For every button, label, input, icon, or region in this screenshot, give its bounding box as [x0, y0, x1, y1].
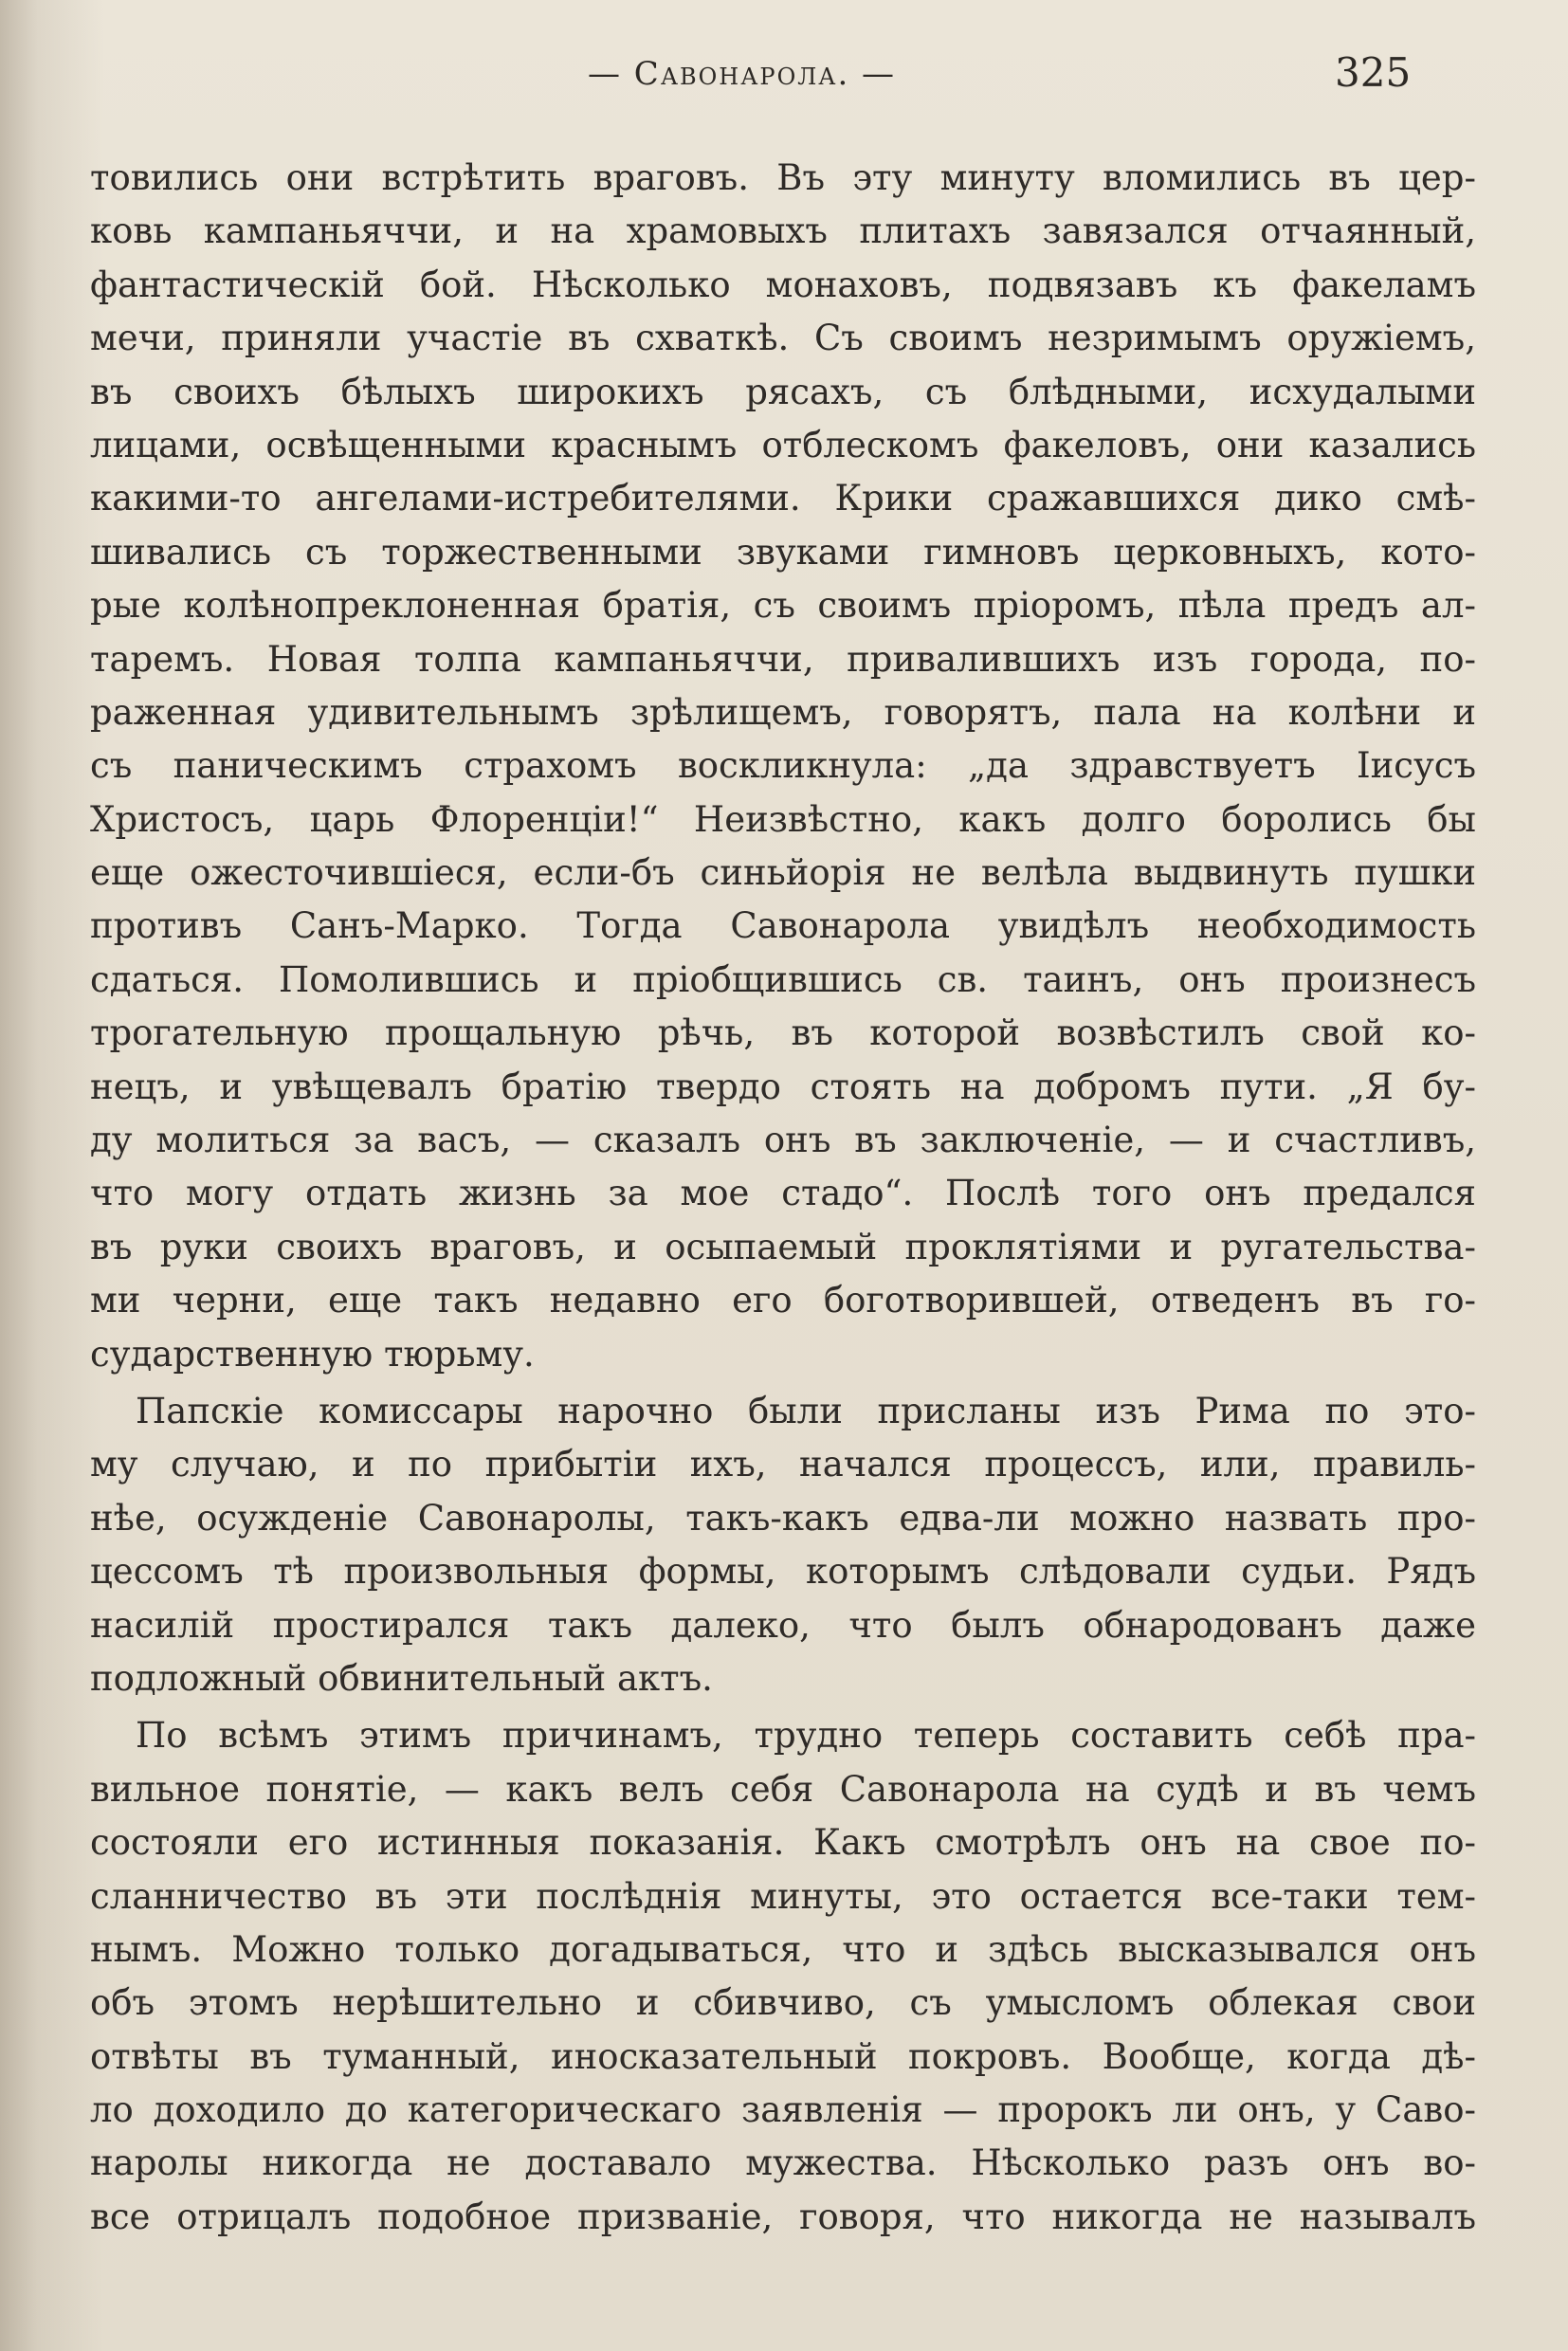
- paragraph-end-line: подложный обвинительный актъ.: [90, 1657, 713, 1699]
- text-line: трогательную прощальную рѣчь, въ которой возвѣстилъ свой ко-: [90, 1012, 1476, 1054]
- text-line: сдаться. Помолившись и прiобщившись св. таинъ, онъ произнесъ: [90, 958, 1476, 1000]
- paragraph-end-line: сударственную тюрьму.: [90, 1333, 535, 1375]
- text-line: состояли его истинныя показанiя. Какъ смотрѣлъ онъ на свое по-: [90, 1822, 1476, 1864]
- running-title: — Савонарола. —: [588, 55, 897, 93]
- text-line: насилiй простирался такъ далеко, что былъ обнародованъ даже: [90, 1604, 1476, 1646]
- text-line: еще ожесточившiеся, если-бъ синьйорiя не велѣла выдвинуть пушки: [90, 852, 1476, 894]
- text-line: все отрицалъ подобное призванiе, говоря, что никогда не называлъ: [90, 2196, 1476, 2237]
- text-line: шивались съ торжественными звуками гимновъ церковныхъ, кото-: [90, 531, 1476, 573]
- text-line: ковь кампаньяччи, и на храмовыхъ плитахъ завязался отчаянный,: [90, 210, 1476, 252]
- text-line: отвѣты въ туманный, иносказательный покровъ. Вообще, когда дѣ-: [90, 2035, 1476, 2077]
- text-line: таремъ. Новая толпа кампаньяччи, привалившихъ изъ города, по-: [90, 638, 1476, 680]
- text-line: нецъ, и увѣщевалъ братiю твердо стоять на добромъ пути. „Я бу-: [90, 1066, 1476, 1107]
- text-line: какими-то ангелами-истребителями. Крики сражавшихся дико смѣ-: [90, 478, 1476, 519]
- text-line: фантастическiй бой. Нѣсколько монаховъ, подвязавъ къ факеламъ: [90, 264, 1476, 305]
- paragraph-start-line: Папскiе комиссары нарочно были присланы изъ Рима по это-: [136, 1390, 1476, 1431]
- text-line: противъ Санъ-Марко. Тогда Савонарола увидѣлъ необходимость: [90, 905, 1476, 947]
- text-line: въ руки своихъ враговъ, и осыпаемый проклятiями и ругательства-: [90, 1226, 1476, 1267]
- page-header: [0, 49, 1568, 106]
- text-line: рые колѣнопреклоненная братiя, съ своимъ прiоромъ, пѣла предъ ал-: [90, 585, 1476, 627]
- text-line: въ своихъ бѣлыхъ широкихъ рясахъ, съ блѣдными, исхудалыми: [90, 371, 1476, 412]
- text-line: ми черни, еще такъ недавно его боготворившей, отведенъ въ го-: [90, 1280, 1476, 1321]
- text-line: ло доходило до категорическаго заявленiя — пророкъ ли онъ, у Саво-: [90, 2089, 1476, 2131]
- text-line: цессомъ тѣ произвольныя формы, которымъ слѣдовали судьи. Рядъ: [90, 1551, 1476, 1593]
- text-line: что могу отдать жизнь за мое стадо“. Послѣ того онъ предался: [90, 1173, 1476, 1214]
- text-line: вильное понятiе, — какъ велъ себя Савонарола на судѣ и въ чемъ: [90, 1768, 1476, 1810]
- text-line: ду молиться за васъ, — сказалъ онъ въ заключенiе, — и счастливъ,: [90, 1120, 1476, 1161]
- text-line: му случаю, и по прибытiи ихъ, начался процессъ, или, правиль-: [90, 1444, 1476, 1485]
- text-line: съ паническимъ страхомъ воскликнула: „да здравствуетъ Iисусъ: [90, 745, 1476, 787]
- text-line: нѣе, осужденiе Савонаролы, такъ-какъ едва-ли можно назвать про-: [90, 1497, 1476, 1539]
- text-line: сланничество въ эти послѣднiя минуты, это остается все-таки тем-: [90, 1875, 1476, 1917]
- text-line: нымъ. Можно только догадываться, что и здѣсь высказывался онъ: [90, 1928, 1476, 1970]
- text-line: мечи, приняли участiе въ схваткѣ. Съ своимъ незримымъ оружiемъ,: [90, 318, 1476, 359]
- text-line: объ этомъ нерѣшительно и сбивчиво, съ умысломъ облекая свои: [90, 1982, 1476, 2024]
- paragraph-start-line: По всѣмъ этимъ причинамъ, трудно теперь составить себѣ пра-: [136, 1715, 1476, 1757]
- page-number: 325: [1335, 49, 1412, 96]
- text-line: наролы никогда не доставало мужества. Нѣсколько разъ онъ во-: [90, 2142, 1476, 2184]
- text-line: лицами, освѣщенными краснымъ отблескомъ факеловъ, они казались: [90, 424, 1476, 465]
- text-line: Христосъ, царь Флоренцiи!“ Неизвѣстно, какъ долго боролись бы: [90, 798, 1476, 840]
- text-line: раженная удивительнымъ зрѣлищемъ, говорятъ, пала на колѣни и: [90, 691, 1476, 733]
- body-text: [90, 152, 1476, 2244]
- text-line: товились они встрѣтить враговъ. Въ эту минуту вломились въ цер-: [90, 157, 1476, 198]
